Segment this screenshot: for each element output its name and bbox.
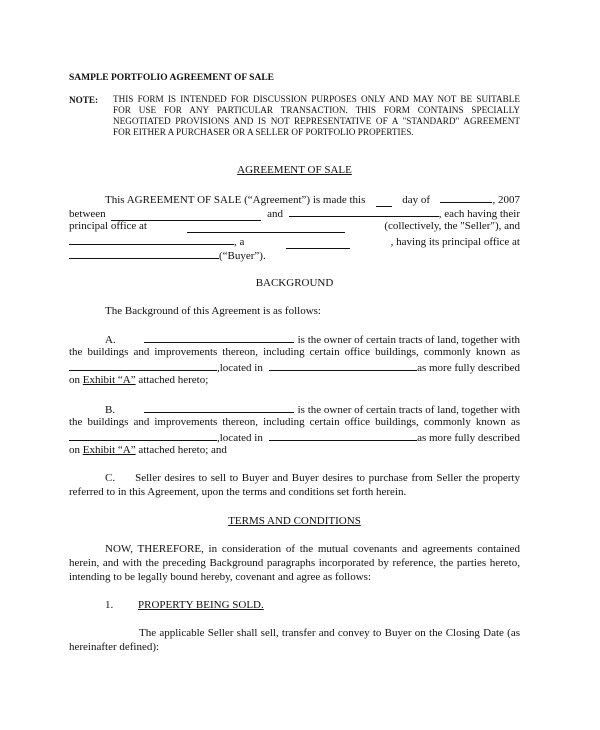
text: on bbox=[69, 374, 80, 386]
owner-blank[interactable] bbox=[144, 402, 294, 413]
agreement-heading: AGREEMENT OF SALE bbox=[237, 164, 352, 176]
note-label: NOTE: bbox=[69, 95, 99, 105]
label: B. bbox=[105, 404, 116, 416]
text: (collectively, the "Seller"), and bbox=[384, 220, 520, 232]
text: hereinafter defined): bbox=[69, 641, 160, 653]
intro-line bbox=[69, 192, 520, 207]
note-line: FOR USE FOR ANY PARTICULAR TRANSACTION. THIS FORM CONTAINS SPECIALLY bbox=[113, 105, 520, 115]
background-heading: BACKGROUND bbox=[255, 277, 334, 289]
text: attached hereto; bbox=[138, 374, 209, 386]
text: intending to be legally bound hereby, covenant and agree as follows: bbox=[69, 571, 372, 583]
note-text bbox=[113, 94, 520, 138]
document-title: SAMPLE PORTFOLIO AGREEMENT OF SALE bbox=[69, 73, 275, 83]
text: referred to in this Agreement, upon the terms and conditions set forth herein. bbox=[69, 486, 407, 498]
text: ,located in bbox=[217, 432, 263, 444]
note-line: THIS FORM IS INTENDED FOR DISCUSSION PURPOSES ONLY AND MAY NOT BE SUITABLE bbox=[113, 94, 520, 104]
text: , a bbox=[234, 236, 245, 248]
section-title: PROPERTY BEING SOLD. bbox=[138, 599, 264, 611]
intro-line bbox=[69, 234, 520, 249]
intro-line bbox=[69, 220, 520, 233]
recital-b bbox=[69, 430, 520, 445]
intro-line bbox=[69, 248, 520, 263]
exhibit-link: Exhibit “A” bbox=[82, 444, 136, 456]
text: day of bbox=[402, 194, 431, 206]
owner-blank[interactable] bbox=[144, 332, 294, 343]
text: ,located in bbox=[217, 362, 263, 374]
text: (“Buyer”). bbox=[219, 250, 266, 262]
text: on bbox=[69, 444, 80, 456]
intro-line bbox=[69, 206, 520, 221]
month-blank[interactable] bbox=[440, 192, 492, 203]
location-blank[interactable] bbox=[269, 430, 417, 441]
text: the buildings and improvements thereon, including certain office buildings, commonly known as bbox=[69, 346, 520, 358]
text: , each having their bbox=[438, 208, 520, 220]
text: the buildings and improvements thereon, including certain office buildings, commonly known as bbox=[69, 416, 520, 428]
text: attached hereto; and bbox=[138, 444, 227, 456]
recital-a bbox=[69, 332, 520, 347]
text: Seller desires to sell to Buyer and Buyer desires to purchase from Seller the property bbox=[135, 472, 520, 484]
label: C. bbox=[105, 472, 116, 484]
text: as more fully described bbox=[417, 362, 520, 374]
text: This AGREEMENT OF SALE (“Agreement”) is made this bbox=[105, 194, 366, 206]
label: A. bbox=[105, 334, 116, 346]
text: principal office at bbox=[69, 220, 147, 232]
text: as more fully described bbox=[417, 432, 520, 444]
text: The applicable Seller shall sell, transfer and convey to Buyer on the Closing Date (as bbox=[139, 627, 520, 639]
buyer-office-blank[interactable] bbox=[69, 248, 219, 259]
exhibit-link: Exhibit “A” bbox=[82, 374, 136, 386]
background-intro: The Background of this Agreement is as follows: bbox=[105, 305, 321, 317]
text: is the owner of certain tracts of land, together with bbox=[297, 334, 520, 346]
recital-a bbox=[69, 360, 520, 375]
text: NOW, THEREFORE, in consideration of the mutual covenants and agreements contained bbox=[105, 543, 520, 555]
recital-b bbox=[69, 402, 520, 417]
text: , having its principal office at bbox=[390, 236, 520, 248]
note-line: NEGOTIATED PROVISIONS AND IS NOT REPRESENTATIVE OF A "STANDARD" AGREEMENT bbox=[113, 116, 520, 126]
section-number: 1. bbox=[105, 599, 114, 611]
text: and bbox=[267, 208, 284, 220]
seller-blank-2[interactable] bbox=[289, 206, 439, 217]
text: is the owner of certain tracts of land, together with bbox=[297, 404, 520, 416]
text: herein, and with the preceding Background paragraphs incorporated by reference, the parties hereto, bbox=[69, 557, 520, 569]
text: , 2007 bbox=[492, 194, 520, 206]
location-blank[interactable] bbox=[269, 360, 417, 371]
property-blank[interactable] bbox=[69, 360, 217, 371]
text: between bbox=[69, 208, 106, 220]
note-line: FOR EITHER A PURCHASER OR A SELLER OF PORTFOLIO PROPERTIES. bbox=[113, 127, 414, 137]
buyer-name-blank[interactable] bbox=[69, 234, 234, 245]
recital-c bbox=[69, 472, 520, 485]
seller-office-blank[interactable] bbox=[187, 222, 345, 233]
terms-heading: TERMS AND CONDITIONS bbox=[228, 515, 361, 527]
property-blank[interactable] bbox=[69, 430, 217, 441]
